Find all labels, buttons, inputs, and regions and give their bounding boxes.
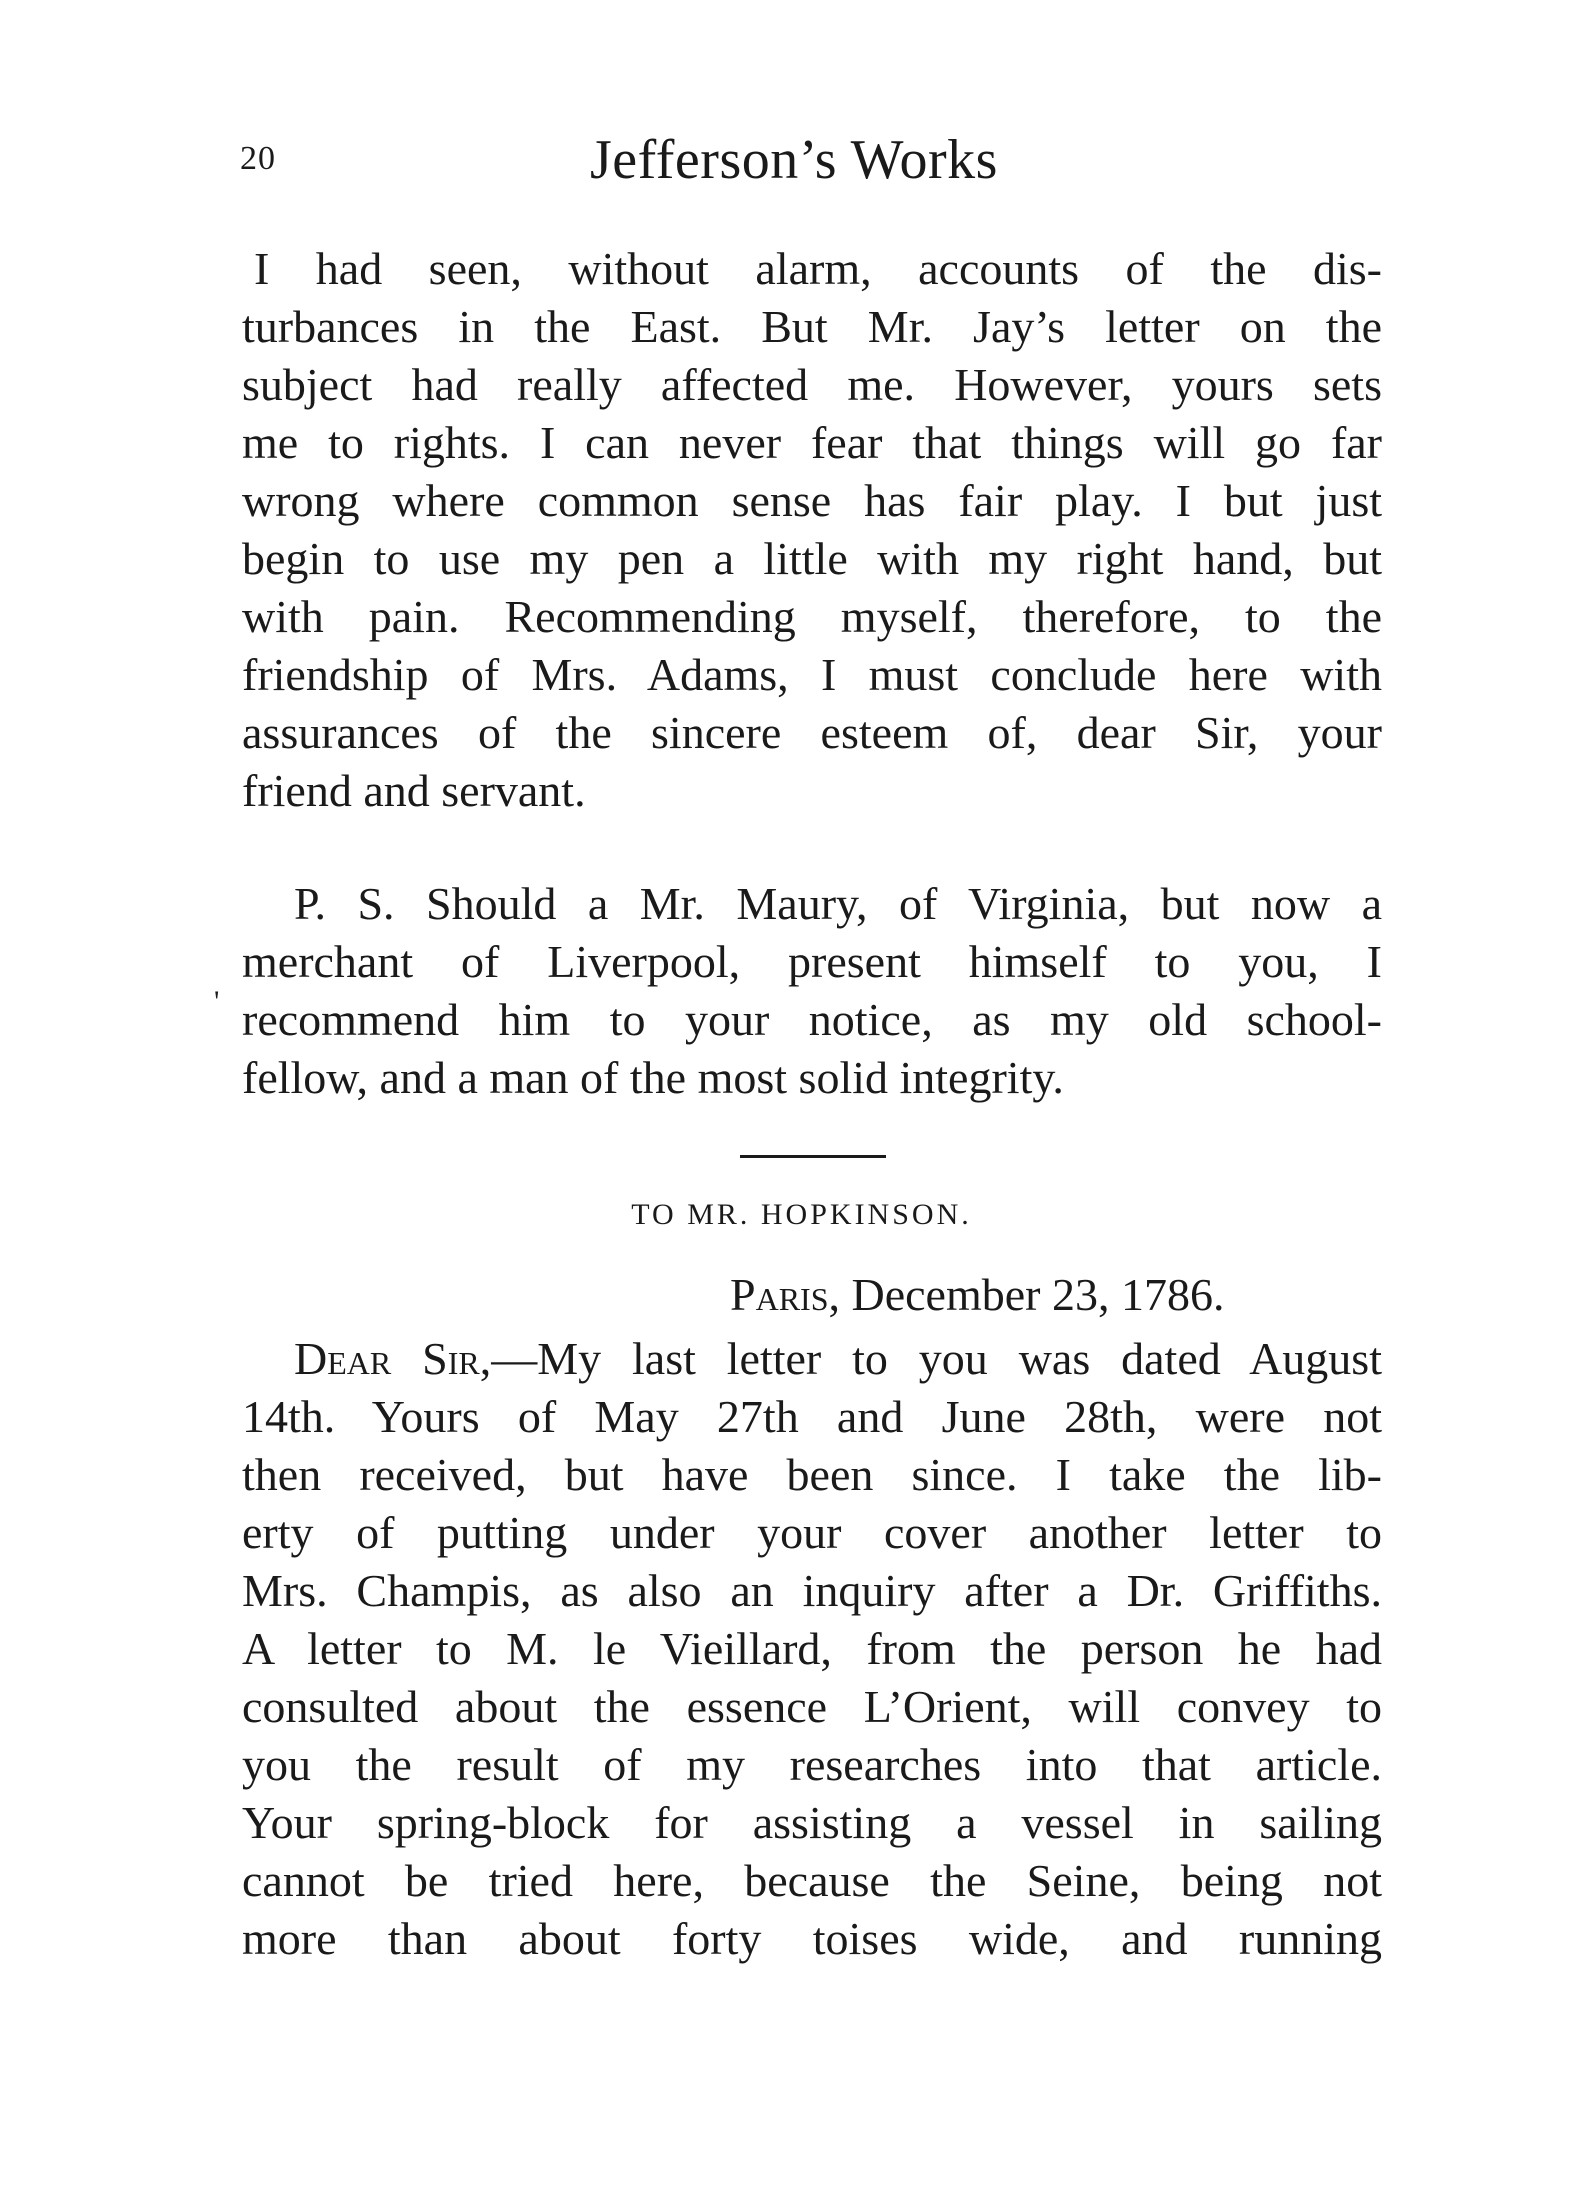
page-header (240, 128, 1390, 208)
salutation: Dear Sir (294, 1333, 480, 1384)
text-line: you the result of my researches into that article. (242, 1739, 1382, 1790)
text-line: then received, but have been since. I take the lib- (242, 1449, 1382, 1500)
paragraph-postscript (242, 875, 1382, 1107)
text-line: friend and servant. (242, 765, 586, 816)
text-line: I had seen, without alarm, accounts of the dis- (254, 243, 1382, 294)
text-line: assurances of the sincere esteem of, dear Sir, your (242, 707, 1382, 758)
salutation-rest: ,—My last letter to you was dated August (479, 1333, 1382, 1384)
text-line: fellow, and a man of the most solid integrity. (242, 1052, 1064, 1103)
text-line: P. S. Should a Mr. Maury, of Virginia, but now a (294, 878, 1382, 929)
text-line: with pain. Recommending myself, therefore, to the (242, 591, 1382, 642)
text-line: more than about forty toises wide, and running (242, 1913, 1382, 1964)
text-line: A letter to M. le Vieillard, from the person he had (242, 1623, 1382, 1674)
text-line: consulted about the essence L’Orient, will convey to (242, 1681, 1382, 1732)
text-line: wrong where common sense has fair play. I but just (242, 475, 1382, 526)
letter-dateline (730, 1268, 1225, 1321)
text-line: friendship of Mrs. Adams, I must conclude here with (242, 649, 1382, 700)
text-line: subject had really affected me. However, yours sets (242, 359, 1382, 410)
page-number: 20 (240, 140, 276, 177)
text-line: turbances in the East. But Mr. Jay’s letter on the (242, 301, 1382, 352)
text-line: 14th. Yours of May 27th and June 28th, were not (242, 1391, 1382, 1442)
text-line: recommend him to your notice, as my old school- (242, 994, 1382, 1045)
dateline-date: , December 23, 1786. (828, 1269, 1225, 1320)
letter-addressee: TO MR. HOPKINSON. (631, 1198, 972, 1231)
dateline-place: Paris (730, 1269, 829, 1320)
text-line-salutation (242, 1330, 1382, 1388)
text-line: me to rights. I can never fear that things will go far (242, 417, 1382, 468)
text-line: Mrs. Champis, as also an inquiry after a Dr. Griffiths. (242, 1565, 1382, 1616)
text-line: merchant of Liverpool, present himself to you, I (242, 936, 1382, 987)
running-title: Jefferson’s Works (590, 129, 998, 191)
text-line: cannot be tried here, because the Seine, being not (242, 1855, 1382, 1906)
text-line: Your spring-block for assisting a vessel in sailing (242, 1797, 1382, 1848)
paragraph-closing-letter (242, 240, 1382, 820)
paragraph-letter-body (242, 1330, 1382, 1968)
text-line: erty of putting under your cover another letter to (242, 1507, 1382, 1558)
margin-mark: ' (214, 985, 220, 1018)
section-divider (740, 1155, 886, 1158)
text-line: begin to use my pen a little with my right hand, but (242, 533, 1382, 584)
